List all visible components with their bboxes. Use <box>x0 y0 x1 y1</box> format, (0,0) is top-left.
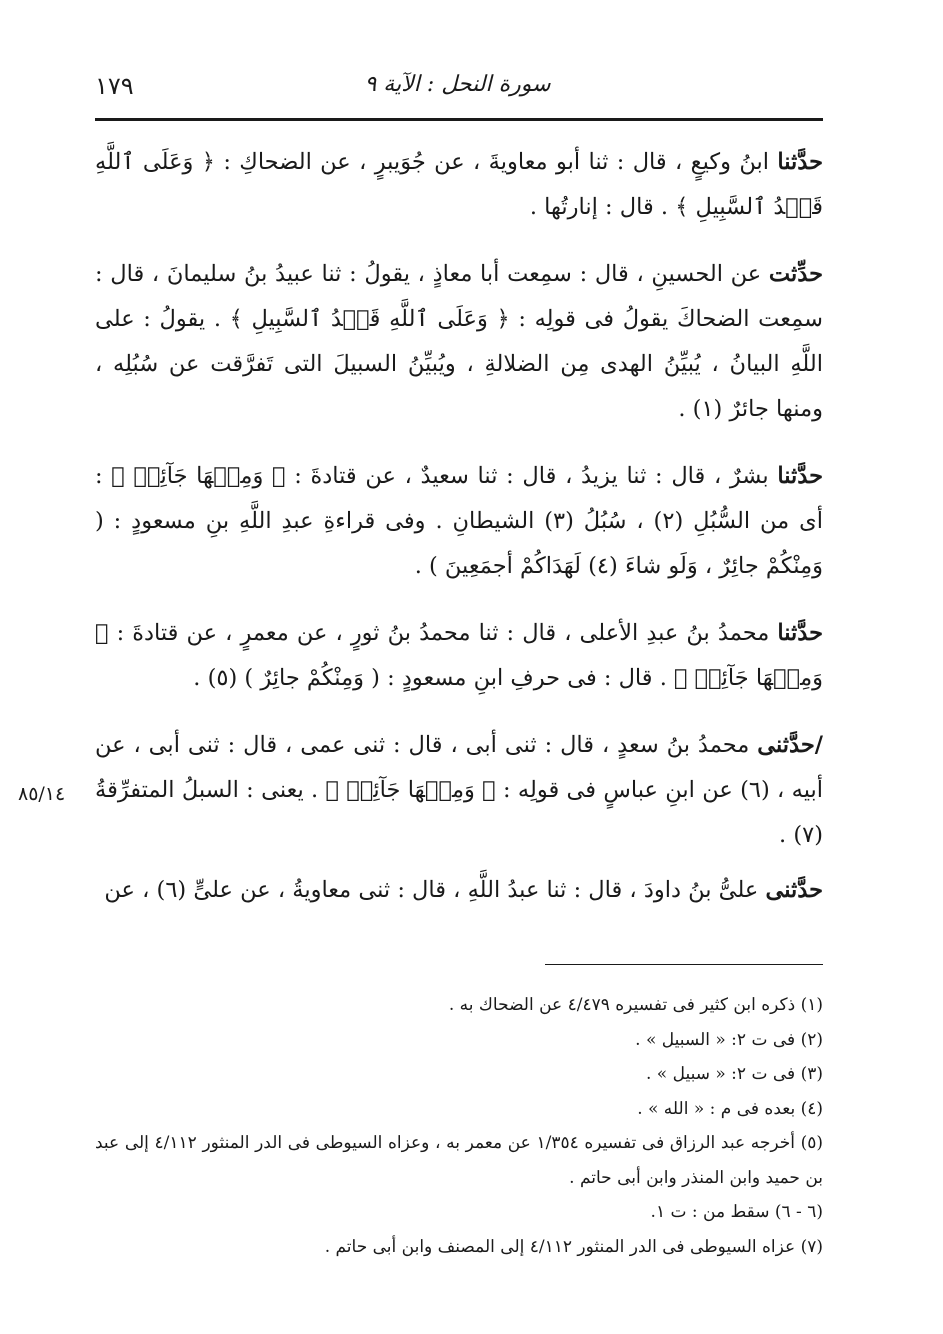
footnote-4: (٤) بعده فى م : « الله » . <box>637 1098 823 1119</box>
paragraph-text: محمدُ بنُ سعدٍ ، قال : ثنى أبى ، قال : ثنى عمى ، قال : ثنى أبى ، عن أبيه ، (٦) عن ابنِ عباسٍ فى قولِه : ﴿ وَمِنۡهَا جَآئِرٞ ﴾ . يعنى : السبلُ المتفرِّقةُ (٧) . <box>95 732 824 848</box>
paragraph-3 <box>95 454 823 589</box>
footnote-7: (٧) عزاه السيوطى فى الدر المنثور ٤/١١٢ إلى المصنف وابن أبى حاتم . <box>324 1236 823 1257</box>
margin-reference: ٨٥/١٤ <box>18 783 66 805</box>
footnote-3: (٣) فى ت ٢: « سبيل » . <box>645 1064 823 1084</box>
paragraph-text: محمدُ بنُ عبدِ الأعلى ، قال : ثنا محمدُ بنُ ثورٍ ، عن معمرٍ ، عن قتادةَ : ﴿ وَمِنۡهَا جَآئِرٞ ﴾ . قال : فى حرفِ ابنِ مسعودٍ : ( وَمِنْكُمْ جائِرٌ ) (٥) . <box>95 620 823 691</box>
paragraph-lead: حدَّثنا <box>777 620 823 646</box>
paragraph-lead: حدَّثنا <box>777 149 823 175</box>
paragraph-6 <box>95 868 823 913</box>
paragraph-5 <box>95 723 823 858</box>
footnote-separator <box>545 964 823 965</box>
paragraph-lead: حدَّثنى <box>765 877 823 903</box>
header-rule <box>95 118 823 121</box>
paragraph-2 <box>95 252 823 432</box>
footnote-5: (٥) أخرجه عبد الرزاق فى تفسيره ١/٣٥٤ عن معمر به ، وعزاه السيوطى فى الدر المنثور ٤/١١٢ إلى عبد بن حميد وابن المنذر وابن أبى حاتم . <box>95 1133 824 1188</box>
paragraph-1 <box>95 140 823 230</box>
main-text <box>95 140 823 935</box>
paragraph-text: ابنُ وكيعٍ ، قال : ثنا أبو معاويةَ ، عن جُوَيبرٍ ، عن الضحاكِ : ﴿ وَعَلَى ٱللَّهِ قَصۡدُ ٱلسَّبِيلِ ﴾ . قال : إنارتُها . <box>95 149 823 220</box>
footnote-2: (٢) فى ت ٢: « السبيل » . <box>635 1029 823 1050</box>
running-title: سورة النحل : الآية ٩ <box>364 72 551 97</box>
paragraph-text: عن الحسينِ ، قال : سمِعت أبا معاذٍ ، يقولُ : ثنا عبيدُ بنُ سليمانَ ، قال : سمِعت الضحاكَ يقولُ فى قولِه : ﴿ وَعَلَى ٱللَّهِ قَصۡدُ ٱلسَّبِيلِ ﴾ . يقولُ : على اللَّهِ البيانُ ، يُبيِّنُ الهدى مِن الضلالةِ ، ويُبيِّنُ السبيلَ التى تَفرَّقت عن سُبُلِه ، ومنها جائرٌ (١) . <box>95 261 823 422</box>
paragraph-4 <box>95 611 823 701</box>
paragraph-text: بشرٌ ، قال : ثنا يزيدُ ، قال : ثنا سعيدٌ ، عن قتادةَ : ﴿ وَمِنۡهَا جَآئِرٞ ﴾ : أى من السُّبُلِ (٢) ، سُبُلُ (٣) الشيطانِ . وفى قراءةِ عبدِ اللَّهِ بنِ مسعودٍ : ( وَمِنْكُمْ جائِرٌ ، وَلَو شاءَ (٤) لَهَدَاكُمْ أجمَعِينَ ) . <box>95 463 823 579</box>
page-header <box>95 72 820 108</box>
footnote-6: (٦ - ٦) سقط من : ت ١. <box>650 1202 823 1222</box>
footnote-1: (١) ذكره ابن كثير فى تفسيره ٤/٤٧٩ عن الضحاك به . <box>448 995 823 1015</box>
page-number: ١٧٩ <box>95 72 134 100</box>
paragraph-text: علىُّ بنُ داودَ ، قال : ثنا عبدُ اللَّهِ ، قال : ثنى معاويةُ ، عن علىٍّ (٦) ، عن <box>104 877 766 903</box>
paragraph-lead: /حدَّثنى <box>757 732 823 758</box>
footnotes <box>95 988 823 1264</box>
paragraph-lead: حدِّثت <box>768 261 823 287</box>
paragraph-lead: حدَّثنا <box>777 463 823 489</box>
